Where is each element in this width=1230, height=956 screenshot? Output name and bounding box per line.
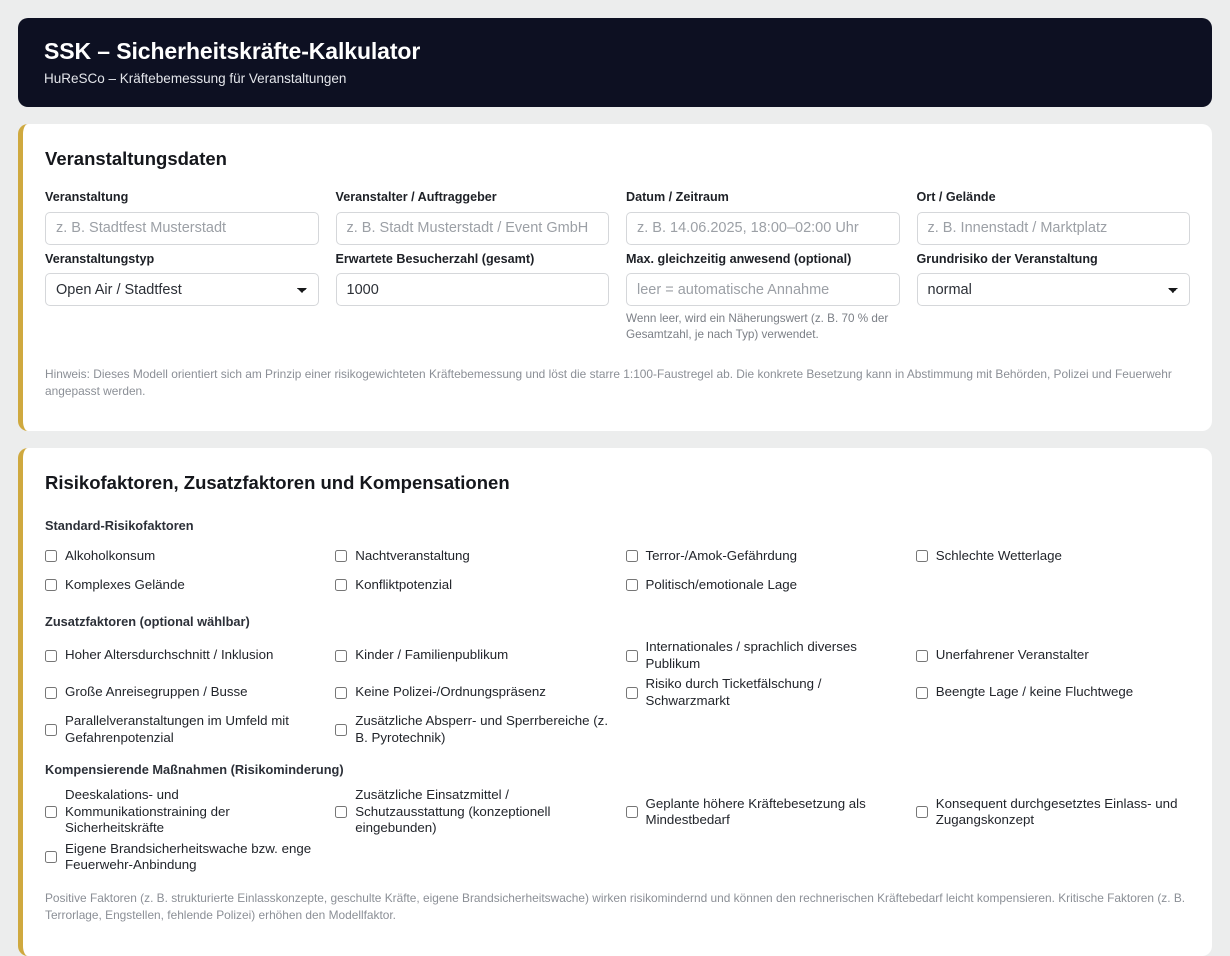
risk-group-zusatzfaktoren-optional-waehlbar: [45, 614, 1190, 748]
checkbox-item-unerfahrener-veranstalter[interactable]: [916, 637, 1190, 674]
checkbox-label: Alkoholkonsum: [65, 548, 156, 564]
checkbox-item-geplante-hoehere-kraeftebesetzung-als-mindes[interactable]: [626, 785, 900, 838]
checkbox-unerfahrener-veranstalter[interactable]: [916, 650, 928, 662]
checkbox-item-nachtveranstaltung[interactable]: [335, 542, 609, 571]
field-label-ort-gelaende: Ort / Gelände: [916, 189, 996, 204]
field-veranstaltung: [45, 190, 319, 245]
field-veranstaltungstyp: [45, 252, 319, 343]
checkbox-grid: [45, 785, 1190, 875]
field-erwartete-besucherzahl-gesamt: [336, 252, 610, 343]
checkbox-label: Parallelveranstaltungen im Umfeld mit Gefahrenpotenzial: [65, 713, 289, 745]
checkbox-item-risiko-durch-ticketfaelschung-schwarzmarkt[interactable]: [626, 674, 900, 711]
field-ort-gelaende: [917, 190, 1191, 245]
checkbox-item-schlechte-wetterlage[interactable]: [916, 542, 1190, 571]
checkbox-label: Unerfahrener Veranstalter: [935, 647, 1089, 663]
field-help-max-gleichzeitig-anwesend-optional: Wenn leer, wird ein Näherungswert (z. B. 70 % der Gesamtzahl, je nach Typ) verwendet.: [626, 312, 889, 342]
checkbox-beengte-lage-keine-fluchtwege[interactable]: [916, 687, 928, 699]
checkbox-label: Terror-/Amok-Gefährdung: [645, 548, 797, 564]
checkbox-item-zusaetzliche-absperr-und-sperrbereiche-z-b-p[interactable]: [335, 711, 609, 748]
checkbox-parallelveranstaltungen-im-umfeld-mit-gefahr[interactable]: [45, 724, 57, 736]
risk-group-title-zusatzfaktoren-optional-waehlbar: Zusatzfaktoren (optional wählbar): [45, 613, 250, 629]
checkbox-zusaetzliche-absperr-und-sperrbereiche-z-b-p[interactable]: [335, 724, 347, 736]
field-label-grundrisiko-der-veranstaltung: Grundrisiko der Veranstaltung: [916, 251, 1098, 266]
checkbox-item-hoher-altersdurchschnitt-inklusion[interactable]: [45, 637, 319, 674]
checkbox-label: Hoher Altersdurchschnitt / Inklusion: [65, 647, 274, 663]
checkbox-label: Konsequent durchgesetztes Einlass- und Zugangskonzept: [935, 795, 1178, 828]
risk-groups-container: [45, 518, 1190, 875]
checkbox-item-grosse-anreisegruppen-busse[interactable]: [45, 674, 319, 711]
checkbox-label: Keine Polizei-/Ordnungspräsenz: [355, 684, 546, 700]
checkbox-nachtveranstaltung[interactable]: [335, 550, 347, 562]
input-veranstaltung[interactable]: [45, 212, 319, 245]
checkbox-item-terror-amok-gefaehrdung[interactable]: [626, 542, 900, 571]
checkbox-kinder-familienpublikum[interactable]: [335, 650, 347, 662]
checkbox-item-keine-polizei-ordnungspraesenz[interactable]: [335, 674, 609, 711]
checkbox-label: Risiko durch Ticketfälschung / Schwarzmarkt: [645, 676, 822, 708]
field-label-veranstalter-auftraggeber: Veranstalter / Auftraggeber: [335, 189, 497, 204]
field-datum-zeitraum: [626, 190, 900, 245]
checkbox-konsequent-durchgesetztes-einlass-und-zugang[interactable]: [916, 806, 928, 818]
checkbox-hoher-altersdurchschnitt-inklusion[interactable]: [45, 650, 57, 662]
risk-group-standard-risikofaktoren: [45, 518, 1190, 599]
checkbox-label: Eigene Brandsicherheitswache bzw. enge Feuerwehr-Anbindung: [65, 840, 312, 873]
checkbox-label: Komplexes Gelände: [65, 577, 185, 593]
select-grundrisiko-der-veranstaltung[interactable]: [917, 273, 1191, 306]
select-veranstaltungstyp[interactable]: [45, 273, 319, 306]
risk-factors-card: [18, 448, 1212, 956]
checkbox-label: Geplante höhere Kräftebesetzung als Mindestbedarf: [645, 795, 866, 828]
checkbox-item-internationales-sprachlich-diverses-publikum[interactable]: [626, 637, 900, 674]
checkbox-item-kinder-familienpublikum[interactable]: [335, 637, 609, 674]
event-section-note: Hinweis: Dieses Modell orientiert sich am Prinzip einer risikogewichteten Kräftebemessung und löst die starre 1:100-Faustregel ab. Die konkrete Besetzung kann in Abstimmung mit Behörden, Polizei und Feuerwehr angepasst werden.: [45, 367, 1172, 398]
checkbox-label: Schlechte Wetterlage: [935, 548, 1062, 564]
checkbox-label: Beengte Lage / keine Fluchtwege: [935, 684, 1134, 700]
checkbox-item-zusaetzliche-einsatzmittel-schutzausstattung[interactable]: [335, 785, 609, 838]
checkbox-item-parallelveranstaltungen-im-umfeld-mit-gefahr[interactable]: [45, 711, 319, 748]
checkbox-alkoholkonsum[interactable]: [45, 550, 57, 562]
checkbox-grid: [45, 542, 1190, 600]
checkbox-item-alkoholkonsum[interactable]: [45, 542, 319, 571]
checkbox-item-eigene-brandsicherheitswache-bzw-enge-feuerw[interactable]: [45, 839, 319, 876]
checkbox-terror-amok-gefaehrdung[interactable]: [626, 550, 638, 562]
risk-section-footer-note: Positive Faktoren (z. B. strukturierte Einlasskonzepte, geschulte Kräfte, eigene Brandsicherheitswache) wirken risikomindernd und können den rechnerischen Kräftebedarf leicht kompensieren. Kritische Faktoren (z. B. Terrorlage, Engstellen, fehlende Polizei) erhöhen den Modellfaktor.: [45, 890, 1186, 923]
checkbox-label: Konfliktpotenzial: [355, 577, 453, 593]
checkbox-schlechte-wetterlage[interactable]: [916, 550, 928, 562]
checkbox-label: Kinder / Familienpublikum: [355, 647, 509, 663]
app-subtitle: HuReSCo – Kräftebemessung für Veranstaltungen: [44, 70, 347, 86]
field-label-veranstaltungstyp: Veranstaltungstyp: [45, 251, 155, 266]
field-max-gleichzeitig-anwesend-optional: [626, 252, 900, 343]
checkbox-label: Zusätzliche Einsatzmittel / Schutzausstattung (konzeptionell eingebunden): [355, 787, 551, 836]
checkbox-politisch-emotionale-lage[interactable]: [626, 579, 638, 591]
event-data-card: [18, 124, 1212, 431]
app-title: SSK – Sicherheitskräfte-Kalkulator: [44, 38, 421, 64]
field-label-max-gleichzeitig-anwesend-optional: Max. gleichzeitig anwesend (optional): [626, 251, 852, 266]
input-erwartete-besucherzahl-gesamt[interactable]: [336, 273, 610, 306]
checkbox-komplexes-gelaende[interactable]: [45, 579, 57, 591]
checkbox-item-deeskalations-und-kommunikationstraining-der[interactable]: [45, 785, 319, 838]
checkbox-eigene-brandsicherheitswache-bzw-enge-feuerw[interactable]: [45, 851, 57, 863]
input-ort-gelaende[interactable]: [917, 212, 1191, 245]
checkbox-item-konsequent-durchgesetztes-einlass-und-zugang[interactable]: [916, 785, 1190, 838]
checkbox-grid: [45, 637, 1190, 748]
field-label-erwartete-besucherzahl-gesamt: Erwartete Besucherzahl (gesamt): [335, 251, 535, 266]
checkbox-zusaetzliche-einsatzmittel-schutzausstattung[interactable]: [335, 806, 347, 818]
input-veranstalter-auftraggeber[interactable]: [336, 212, 610, 245]
risk-group-title-standard-risikofaktoren: Standard-Risikofaktoren: [45, 518, 194, 534]
risk-group-title-kompensierende-massnahmen-risikominderung: Kompensierende Maßnahmen (Risikominderung): [45, 762, 344, 778]
checkbox-item-politisch-emotionale-lage[interactable]: [626, 571, 900, 600]
field-grundrisiko-der-veranstaltung: [917, 252, 1191, 343]
field-label-veranstaltung: Veranstaltung: [45, 189, 129, 204]
checkbox-keine-polizei-ordnungspraesenz[interactable]: [335, 687, 347, 699]
checkbox-internationales-sprachlich-diverses-publikum[interactable]: [626, 650, 638, 662]
field-label-datum-zeitraum: Datum / Zeitraum: [626, 189, 729, 204]
field-veranstalter-auftraggeber: [336, 190, 610, 245]
risk-group-kompensierende-massnahmen-risikominderung: [45, 762, 1190, 876]
app-header: [18, 18, 1212, 107]
input-datum-zeitraum[interactable]: [626, 212, 900, 245]
checkbox-label: Internationales / sprachlich diverses Publikum: [645, 639, 857, 671]
checkbox-konfliktpotenzial[interactable]: [335, 579, 347, 591]
checkbox-label: Zusätzliche Absperr- und Sperrbereiche (z. B. Pyrotechnik): [355, 713, 609, 745]
checkbox-item-komplexes-gelaende[interactable]: [45, 571, 319, 600]
event-section-title: Veranstaltungsdaten: [45, 147, 227, 169]
checkbox-grosse-anreisegruppen-busse[interactable]: [45, 687, 57, 699]
checkbox-label: Nachtveranstaltung: [355, 548, 470, 564]
risk-section-title: Risikofaktoren, Zusatzfaktoren und Kompensationen: [45, 472, 510, 494]
checkbox-deeskalations-und-kommunikationstraining-der[interactable]: [45, 806, 57, 818]
input-max-gleichzeitig-anwesend-optional[interactable]: [626, 273, 900, 306]
checkbox-risiko-durch-ticketfaelschung-schwarzmarkt[interactable]: [626, 687, 638, 699]
checkbox-item-beengte-lage-keine-fluchtwege[interactable]: [916, 674, 1190, 711]
checkbox-label: Politisch/emotionale Lage: [645, 577, 798, 593]
event-form-grid: [45, 190, 1190, 350]
checkbox-label: Große Anreisegruppen / Busse: [65, 684, 248, 700]
checkbox-label: Deeskalations- und Kommunikationstraining der Sicherheitskräfte: [65, 787, 230, 836]
checkbox-item-konfliktpotenzial[interactable]: [335, 571, 609, 600]
checkbox-geplante-hoehere-kraeftebesetzung-als-mindes[interactable]: [626, 806, 638, 818]
